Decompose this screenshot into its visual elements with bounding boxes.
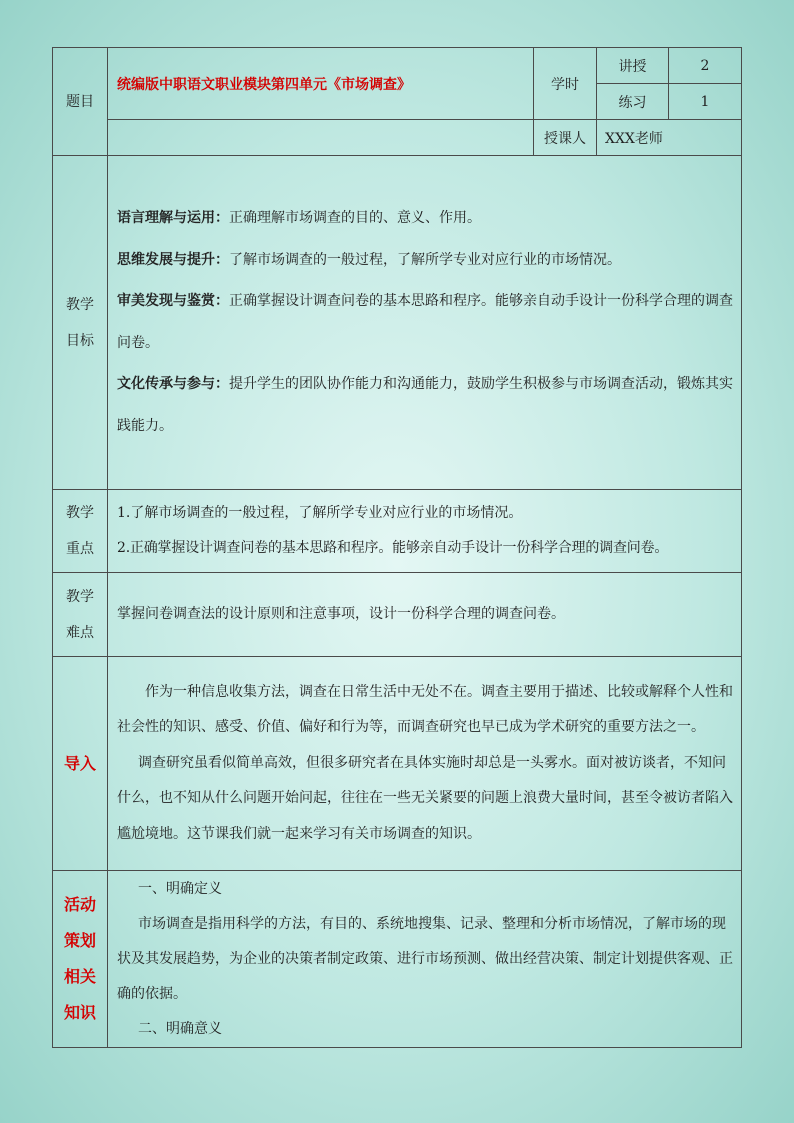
difficulty-content bbox=[108, 573, 742, 657]
practice-label: 练习 bbox=[597, 84, 669, 120]
lecture-label: 讲授 bbox=[597, 48, 669, 84]
focus-item: 2.正确掌握设计调查问卷的基本思路和程序。能够亲自动手设计一份科学合理的调查问卷。 bbox=[117, 540, 669, 556]
difficulty-label-line-1: 教学 bbox=[66, 588, 94, 605]
goals-label-line-2: 目标 bbox=[66, 332, 94, 349]
goal-item: 语言理解与运用：正确理解市场调查的目的、意义、作用。 bbox=[117, 210, 481, 226]
intro-label: 导入 bbox=[53, 657, 108, 871]
goals-label bbox=[53, 156, 108, 490]
goals-content bbox=[108, 156, 742, 490]
title-spacer bbox=[108, 120, 534, 156]
activity-heading: 一、明确定义 bbox=[138, 880, 222, 897]
topic-title: 统编版中职语文职业模块第四单元《市场调查》 bbox=[108, 48, 534, 120]
difficulty-label bbox=[53, 573, 108, 657]
goal-item: 审美发现与鉴赏：正确掌握设计调查问卷的基本思路和程序。能够亲自动手设计一份科学合理的调查问卷。 bbox=[117, 293, 733, 351]
intro-content bbox=[108, 657, 742, 871]
activity-label-line-3: 相关 bbox=[63, 967, 96, 986]
practice-value: 1 bbox=[669, 84, 742, 120]
activity-label-line-4: 知识 bbox=[63, 1003, 96, 1022]
activity-label-line-2: 策划 bbox=[63, 931, 96, 950]
focus-label bbox=[53, 490, 108, 573]
activity-label bbox=[53, 871, 108, 1048]
lesson-plan-table bbox=[52, 47, 742, 1048]
hours-label: 学时 bbox=[534, 48, 597, 120]
teacher-label: 授课人 bbox=[534, 120, 597, 156]
activity-content bbox=[108, 871, 742, 1048]
goals-label-line-1: 教学 bbox=[66, 296, 94, 313]
focus-item: 1.了解市场调查的一般过程，了解所学专业对应行业的市场情况。 bbox=[117, 505, 523, 521]
goal-item: 思维发展与提升：了解市场调查的一般过程，了解所学专业对应行业的市场情况。 bbox=[117, 251, 621, 268]
teacher-value: XXX老师 bbox=[597, 120, 742, 156]
activity-definition: 市场调查是指用科学的方法，有目的、系统地搜集、记录、整理和分析市场情况，了解市场的现状及其发展趋势，为企业的决策者制定政策、进行市场预测、做出经营决策、制定计划提供客观、正确的依据。 bbox=[117, 915, 733, 1002]
focus-label-line-2: 重点 bbox=[66, 541, 94, 557]
intro-paragraph: 作为一种信息收集方法，调查在日常生活中无处不在。调查主要用于描述、比较或解释个人性和社会性的知识、感受、价值、偏好和行为等，而调查研究也早已成为学术研究的重要方法之一。 bbox=[117, 683, 733, 736]
lecture-value: 2 bbox=[669, 48, 742, 84]
intro-paragraph: 调查研究虽看似简单高效，但很多研究者在具体实施时却总是一头雾水。面对被访谈者，不知问什么，也不知从什么问题开始问起，往往在一些无关紧要的问题上浪费大量时间，甚至令被访者陷入尴尬境地。这节课我们就一起来学习有关市场调查的知识。 bbox=[117, 754, 733, 842]
activity-label-line-1: 活动 bbox=[63, 895, 96, 914]
focus-content bbox=[108, 490, 742, 573]
difficulty-label-line-2: 难点 bbox=[66, 624, 94, 641]
difficulty-text: 掌握问卷调查法的设计原则和注意事项，设计一份科学合理的调查问卷。 bbox=[117, 606, 565, 622]
goal-item: 文化传承与参与：提升学生的团队协作能力和沟通能力，鼓励学生积极参与市场调查活动，锻炼其实践能力。 bbox=[117, 376, 733, 434]
topic-label: 题目 bbox=[53, 48, 108, 156]
activity-heading: 二、明确意义 bbox=[138, 1020, 222, 1037]
focus-label-line-1: 教学 bbox=[66, 505, 94, 521]
